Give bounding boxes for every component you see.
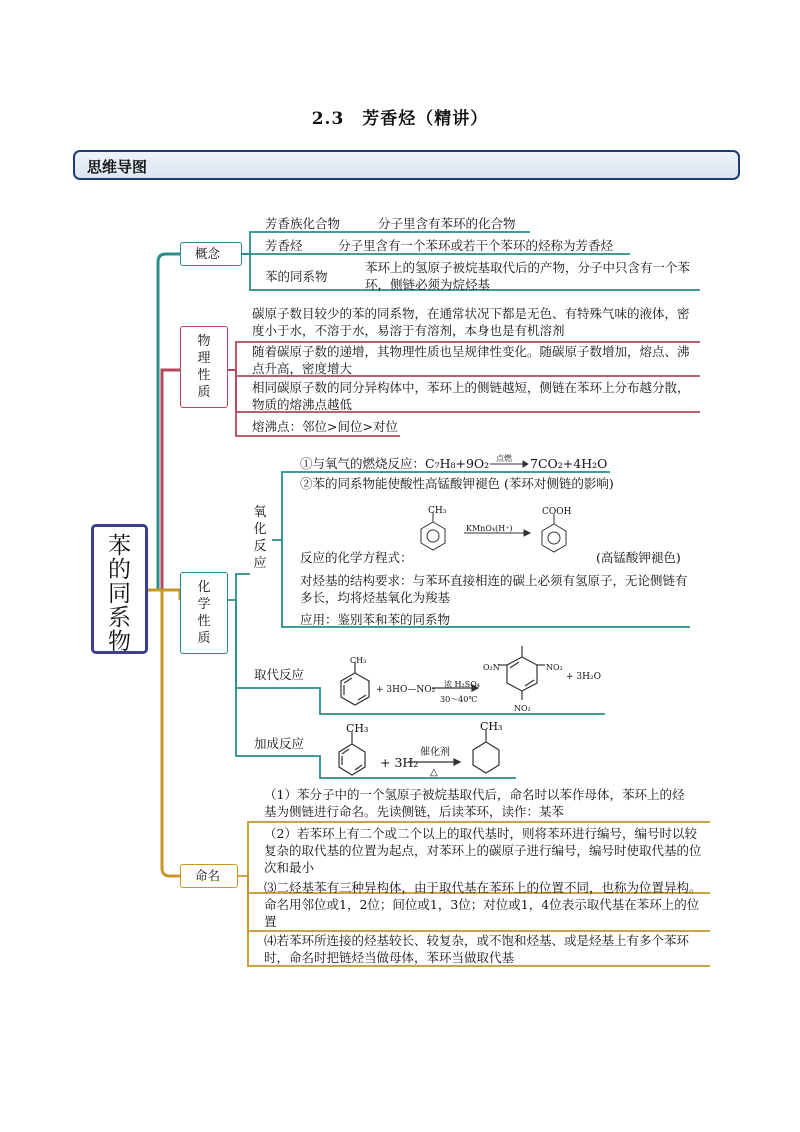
physical-item-4: 熔沸点：邻位>间位>对位 <box>252 419 398 434</box>
naming-node-label: 命名 <box>195 868 221 883</box>
substitution-label: 取代反应 <box>254 667 305 682</box>
tnt-no2-right: NO₂ <box>546 663 563 672</box>
root-node-label: 苯 的 同 系 物 <box>108 533 131 655</box>
concept-def-aromatic-compound: 分子里含有苯环的化合物 <box>378 216 516 231</box>
cyclohexane-ch3: CH₃ <box>480 720 503 733</box>
concept-node <box>180 242 242 266</box>
structure-requirement: 对烃基的结构要求：与苯环直接相连的碳上必须有氢原子，无论侧链有多长，均将烃基氧化为羧基 <box>300 573 688 605</box>
nitric-acid: + 3HO—NO₂ <box>376 685 436 695</box>
section-header-label: 思维导图 <box>87 158 148 176</box>
physical-node <box>180 326 228 408</box>
tnt-no2-left: O₂N <box>483 663 500 672</box>
concept-term-aromatic-hydrocarbon: 芳香烃 <box>265 238 303 253</box>
oxidation-label: 氧 化 反 应 <box>253 505 267 571</box>
concept-term-homolog: 苯的同系物 <box>265 269 328 284</box>
addition-ch3: CH₃ <box>346 722 369 735</box>
kmno4-decolorize: ②苯的同系物能使酸性高锰酸钾褪色 (苯环对侧链的影响) <box>300 476 614 491</box>
chemical-node-label: 化 学 性 质 <box>197 580 211 646</box>
substitution-cond-acid: 浓 H₂SO₄ <box>444 680 480 689</box>
naming-rule-2: （2）若苯环上有二个或二个以上的取代基时，则将苯环进行编号，编号时以较复杂的取代基的位置为起点，对苯环上的碳原子进行编号，编号时使取代基的位次和最小 <box>264 826 702 875</box>
substitution-ch3: CH₃ <box>350 656 367 665</box>
equation-note: (高锰酸钾褪色) <box>596 550 681 565</box>
substitution-cond-temp: 30～40℃ <box>440 695 478 704</box>
concept-def-aromatic-hydrocarbon: 分子里含有一个苯环或若干个苯环的烃称为芳香烃 <box>338 238 614 253</box>
oxidation-application: 应用：鉴别苯和苯的同系物 <box>300 612 451 627</box>
concept-def-homolog: 苯环上的氢原子被烷基取代后的产物，分子中只含有一个苯环，侧链必须为烷烃基 <box>365 260 691 292</box>
hydrogen-reagent: + 3H₂ <box>380 755 419 770</box>
concept-term-aromatic-compound: 芳香族化合物 <box>265 216 341 231</box>
combustion-product: 7CO₂+4H₂O <box>530 456 608 471</box>
page-title: 2.3 芳香烃（精讲） <box>311 109 489 129</box>
chemical-node <box>180 572 228 654</box>
addition-catalyst: 催化剂 <box>420 747 450 758</box>
physical-node-label: 物 理 性 质 <box>197 334 211 400</box>
addition-label: 加成反应 <box>254 736 305 751</box>
naming-rule-4: ⑷若苯环所连接的烃基较长、较复杂，或不饱和烃基、或是烃基上有多个苯环时，命名时把链烃当做母体，苯环当做取代基 <box>264 933 690 965</box>
addition-heat: △ <box>430 767 438 778</box>
equation-label: 反应的化学方程式： <box>300 550 413 565</box>
concept-node-label: 概念 <box>195 246 221 261</box>
root-node <box>91 524 148 654</box>
substitution-water: + 3H₂O <box>566 672 601 682</box>
benzoic-acid-cooh: COOH <box>542 507 572 517</box>
combustion-condition: 点燃 <box>496 454 512 463</box>
physical-item-1: 碳原子数目较少的苯的同系物，在通常状况下都是无色、有特殊气味的液体，密度小于水，不溶于水，易溶于有溶剂，本身也是有机溶剂 <box>252 306 690 338</box>
combustion-reaction: ①与氧气的燃烧反应：C₇H₈+9O₂ <box>300 456 490 471</box>
physical-item-3: 相同碳原子数的同分异构体中，苯环上的侧链越短，侧链在苯环上分布越分散，物质的熔沸点越低 <box>252 380 690 412</box>
naming-rule-3: ⑶二烃基苯有三种异构体，由于取代基在苯环上的位置不同，也称为位置异构。命名用邻位或1，2位；间位或1，3位；对位或1，4位表示取代基在苯环上的位置 <box>264 880 702 929</box>
naming-node <box>180 864 238 888</box>
naming-rule-1: （1）苯分子中的一个氢原子被烷基取代后，命名时以苯作母体，苯环上的烃基为侧链进行命名。先读侧链，后读苯环，读作：某苯 <box>264 787 685 819</box>
physical-item-2: 随着碳原子数的递增，其物理性质也呈规律性变化。随碳原子数增加，熔点、沸点升高，密度增大 <box>252 344 690 376</box>
kmno4-reagent: KMnO₄(H⁺) <box>466 524 513 533</box>
tnt-no2-bottom: NO₂ <box>514 704 531 713</box>
toluene-ch3: CH₃ <box>428 506 447 516</box>
